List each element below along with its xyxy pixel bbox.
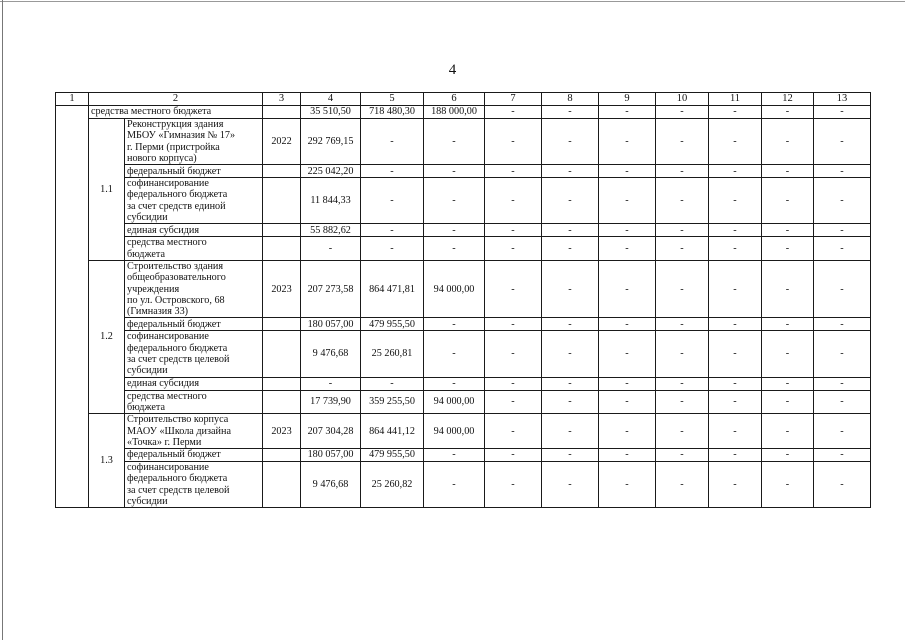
header-cell-1: 1 [56,93,89,106]
value-cell: - [542,165,599,178]
value-cell: - [762,178,814,224]
section-number-cell: 1.1 [89,119,125,261]
value-cell: - [656,414,709,449]
value-cell: - [709,178,762,224]
value-cell: - [762,414,814,449]
value-cell: 17 739,90 [301,390,361,414]
value-cell: - [762,165,814,178]
table-row [56,462,871,508]
value-cell: - [762,462,814,508]
value-cell: - [424,318,485,331]
value-cell: - [709,414,762,449]
item-name-line: за счет средств единой [127,200,226,212]
value-cell: - [656,462,709,508]
value-cell: - [814,119,871,165]
value-cell: - [599,414,656,449]
value-cell: - [709,331,762,377]
value-cell: 718 480,30 [361,106,424,119]
value-cell: - [542,331,599,377]
year-cell: 2022 [263,119,301,165]
value-cell: - [485,331,542,377]
item-name-line: федерального бюджета [127,342,228,354]
value-cell: - [361,178,424,224]
value-cell: - [424,449,485,462]
value-cell: - [542,462,599,508]
value-cell: 225 042,20 [301,165,361,178]
value-cell: - [424,165,485,178]
year-cell [263,318,301,331]
value-cell: - [599,462,656,508]
value-cell: - [814,178,871,224]
header-cell-11: 11 [709,93,762,106]
value-cell: - [485,224,542,237]
year-cell [263,106,301,119]
value-cell: 94 000,00 [424,414,485,449]
value-cell: - [599,331,656,377]
item-name-line: МАОУ «Школа дизайна [127,425,231,437]
item-name-line: средства местного [127,237,207,249]
value-cell: - [542,119,599,165]
item-name-cell: средства местного бюджета [89,106,263,119]
value-cell: - [361,119,424,165]
header-cell-9: 9 [599,93,656,106]
value-cell: - [542,237,599,261]
value-cell: - [656,318,709,331]
value-cell: - [709,318,762,331]
header-cell-8: 8 [542,93,599,106]
value-cell: - [424,331,485,377]
header-cell-5: 5 [361,93,424,106]
value-cell: - [542,414,599,449]
item-name-line: субсидии [127,365,168,377]
item-name-line: бюджета [127,248,165,260]
header-cell-7: 7 [485,93,542,106]
table-row [56,318,871,331]
value-cell: - [542,178,599,224]
header-cell-6: 6 [424,93,485,106]
value-cell: - [599,377,656,390]
item-name-line: федерального бюджета [127,189,228,201]
value-cell: - [709,237,762,261]
value-cell: - [814,414,871,449]
header-cell-10: 10 [656,93,709,106]
value-cell: - [542,377,599,390]
year-cell: 2023 [263,414,301,449]
item-name-line: общеобразовательного [127,272,226,284]
value-cell: 11 844,33 [301,178,361,224]
year-cell: 2023 [263,260,301,317]
value-cell: - [485,414,542,449]
value-cell: - [762,106,814,119]
table-row [56,414,871,449]
value-cell: - [709,462,762,508]
item-name-line: г. Перми (пристройка [127,141,220,153]
value-cell: - [709,106,762,119]
value-cell: - [709,449,762,462]
value-cell: 180 057,00 [301,449,361,462]
value-cell: - [814,237,871,261]
value-cell: - [599,237,656,261]
item-name-cell [125,260,263,317]
value-cell: - [709,119,762,165]
value-cell: - [599,449,656,462]
value-cell: - [656,260,709,317]
value-cell: - [485,377,542,390]
table-row [56,119,871,165]
value-cell: - [542,390,599,414]
item-name-line: (Гимназия 33) [127,306,189,318]
value-cell: - [542,106,599,119]
value-cell: 359 255,50 [361,390,424,414]
item-name-line: софинансирование [127,331,209,343]
value-cell: 188 000,00 [424,106,485,119]
item-name-line: софинансирование [127,462,209,474]
value-cell: - [361,377,424,390]
value-cell: - [656,224,709,237]
item-name-line: учреждения [127,283,180,295]
item-name-cell [125,414,263,449]
value-cell: 9 476,68 [301,331,361,377]
table-row [56,449,871,462]
item-name-cell [125,178,263,224]
table-row [56,165,871,178]
value-cell: - [599,165,656,178]
value-cell: - [762,224,814,237]
value-cell: 35 510,50 [301,106,361,119]
value-cell: - [424,178,485,224]
item-name-line: федеральный бюджет [127,165,221,177]
year-cell [263,390,301,414]
value-cell: - [814,106,871,119]
value-cell: - [762,237,814,261]
row-number-cell [56,106,89,508]
value-cell: 9 476,68 [301,462,361,508]
item-name-cell [125,377,263,390]
header-cell-13: 13 [814,93,871,106]
value-cell: - [485,237,542,261]
item-name-line: субсидии [127,212,168,224]
value-cell: - [542,318,599,331]
value-cell: - [599,119,656,165]
item-name-line: за счет средств целевой [127,484,230,496]
value-cell: 292 769,15 [301,119,361,165]
item-name-line: нового корпуса) [127,152,197,164]
item-name-line: федеральный бюджет [127,318,221,330]
value-cell: - [762,119,814,165]
value-cell: 864 441,12 [361,414,424,449]
value-cell: - [814,260,871,317]
value-cell: - [599,178,656,224]
year-cell [263,165,301,178]
item-name-line: единая субсидия [127,224,200,236]
value-cell: - [656,106,709,119]
table-row [56,331,871,377]
value-cell: - [762,318,814,331]
value-cell: - [709,224,762,237]
value-cell: - [762,449,814,462]
table-row [56,178,871,224]
year-cell [263,331,301,377]
value-cell: - [762,390,814,414]
item-name-line: Строительство корпуса [127,414,229,426]
value-cell: 25 260,82 [361,462,424,508]
year-cell [263,237,301,261]
value-cell: 207 304,28 [301,414,361,449]
value-cell: 55 882,62 [301,224,361,237]
value-cell: - [656,449,709,462]
value-cell: 94 000,00 [424,390,485,414]
value-cell: - [814,390,871,414]
item-name-line: федеральный бюджет [127,449,221,461]
value-cell: - [599,260,656,317]
table-row [56,377,871,390]
value-cell: - [656,165,709,178]
value-cell: - [485,318,542,331]
value-cell: - [656,237,709,261]
item-name-line: софинансирование [127,178,209,190]
header-cell-3: 3 [263,93,301,106]
value-cell: - [814,377,871,390]
value-cell: - [656,377,709,390]
value-cell: - [485,106,542,119]
section-number-cell: 1.2 [89,260,125,413]
item-name-line: по ул. Островского, 68 [127,294,225,306]
value-cell: - [762,377,814,390]
item-name-line: Строительство здания [127,260,224,272]
value-cell: - [485,165,542,178]
scan-edge-top [0,1,905,2]
table-row [56,390,871,414]
value-cell: 180 057,00 [301,318,361,331]
table-row [56,106,871,119]
item-name-cell [125,165,263,178]
value-cell: - [599,106,656,119]
value-cell: - [485,260,542,317]
value-cell: - [542,260,599,317]
value-cell: - [814,462,871,508]
value-cell: - [301,237,361,261]
item-name-line: за счет средств целевой [127,354,230,366]
table-row [56,224,871,237]
value-cell: - [656,178,709,224]
value-cell: - [656,331,709,377]
item-name-cell [125,462,263,508]
scan-edge-left [2,0,3,640]
value-cell: - [814,331,871,377]
value-cell: 864 471,81 [361,260,424,317]
item-name-cell [125,449,263,462]
budget-table-body [56,93,871,508]
item-name-line: бюджета [127,401,165,413]
value-cell: - [361,165,424,178]
value-cell: - [424,462,485,508]
header-cell-4: 4 [301,93,361,106]
item-name-cell [125,390,263,414]
page-number: 4 [448,62,457,78]
item-name-line: МБОУ «Гимназия № 17» [127,130,236,142]
value-cell: - [814,224,871,237]
value-cell: - [485,449,542,462]
value-cell: - [814,165,871,178]
value-cell: 207 273,58 [301,260,361,317]
item-name-line: средства местного [127,390,207,402]
value-cell: - [709,260,762,317]
value-cell: - [485,462,542,508]
value-cell: - [599,224,656,237]
item-name-line: единая субсидия [127,377,200,389]
value-cell: - [542,224,599,237]
value-cell: - [485,119,542,165]
item-name-cell [125,119,263,165]
item-name-line: «Точка» г. Перми [127,436,202,448]
value-cell: - [709,165,762,178]
item-name-line: Реконструкция здания [127,119,224,130]
value-cell: - [301,377,361,390]
value-cell: - [361,224,424,237]
value-cell: 479 955,50 [361,449,424,462]
value-cell: - [762,331,814,377]
value-cell: - [656,390,709,414]
item-name-cell [125,224,263,237]
table-row [56,237,871,261]
value-cell: - [814,318,871,331]
value-cell: - [709,377,762,390]
value-cell: - [424,119,485,165]
value-cell: 479 955,50 [361,318,424,331]
value-cell: - [656,119,709,165]
section-number-cell: 1.3 [89,414,125,508]
value-cell: - [814,449,871,462]
year-cell [263,462,301,508]
item-name-cell [125,331,263,377]
budget-table [55,92,871,508]
item-name-cell [125,318,263,331]
value-cell: - [485,178,542,224]
year-cell [263,178,301,224]
value-cell: - [424,377,485,390]
header-row [56,93,871,106]
year-cell [263,449,301,462]
item-name-line: федерального бюджета [127,473,228,485]
value-cell: - [485,390,542,414]
header-cell-12: 12 [762,93,814,106]
value-cell: - [424,224,485,237]
year-cell [263,224,301,237]
year-cell [263,377,301,390]
value-cell: - [599,318,656,331]
value-cell: - [361,237,424,261]
value-cell: 94 000,00 [424,260,485,317]
value-cell: - [542,449,599,462]
value-cell: - [424,237,485,261]
item-name-cell [125,237,263,261]
table-row [56,260,871,317]
item-name-line: субсидии [127,496,168,508]
value-cell: - [599,390,656,414]
value-cell: - [709,390,762,414]
header-cell-2: 2 [89,93,263,106]
value-cell: - [762,260,814,317]
value-cell: 25 260,81 [361,331,424,377]
